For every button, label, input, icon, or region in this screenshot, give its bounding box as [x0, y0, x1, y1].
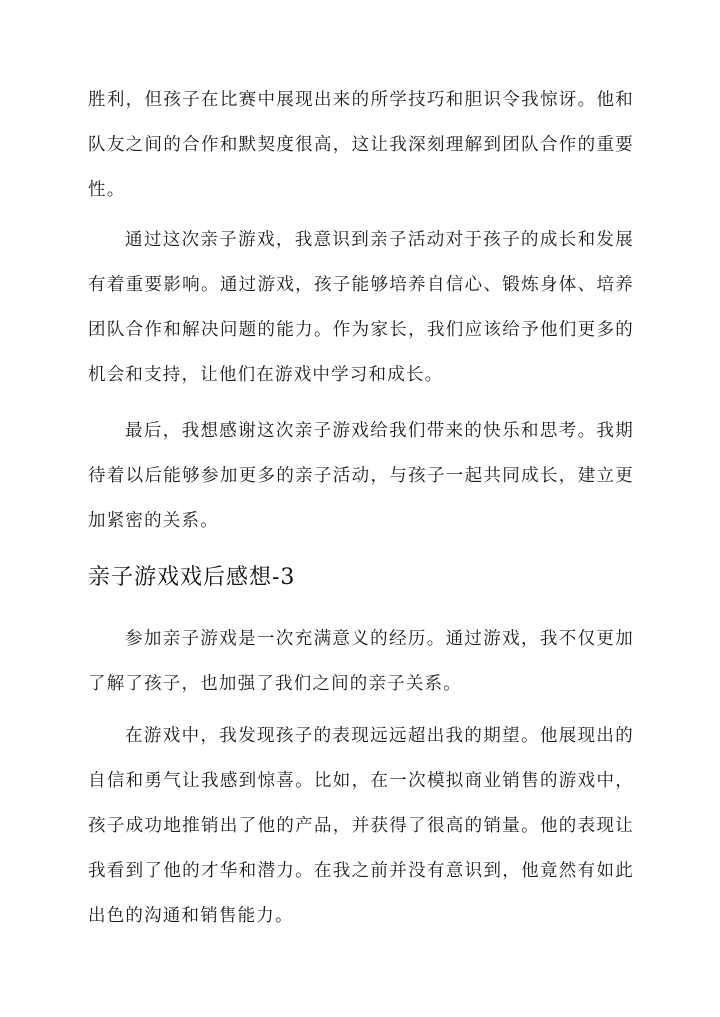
paragraph-continuation: 胜利，但孩子在比赛中展现出来的所学技巧和胆识令我惊讶。他和队友之间的合作和默契度很高，这让我深刻理解到团队合作的重要性。	[88, 90, 634, 200]
paragraph-observation: 在游戏中，我发现孩子的表现远远超出我的期望。他展现出的自信和勇气让我感到惊喜。比如，在一次模拟商业销售的游戏中，孩子成功地推销出了他的产品，并获得了很高的销量。他的表现让我看到了他的才华和潜力。在我之前并没有意识到，他竟然有如此出色的沟通和销售能力。	[88, 726, 634, 926]
paragraph-reflection: 通过这次亲子游戏，我意识到亲子活动对于孩子的成长和发展有着重要影响。通过游戏，孩子能够培养自信心、锻炼身体、培养团队合作和解决问题的能力。作为家长，我们应该给予他们更多的机会和支持，让他们在游戏中学习和成长。	[88, 230, 634, 385]
paragraph-closing: 最后，我想感谢这次亲子游戏给我们带来的快乐和思考。我期待着以后能够参加更多的亲子活动，与孩子一起共同成长，建立更加紧密的关系。	[88, 421, 634, 531]
section-heading: 亲子游戏戏后感想-3	[88, 565, 296, 590]
paragraph-intro: 参加亲子游戏是一次充满意义的经历。通过游戏，我不仅更加了解了孩子，也加强了我们之间的亲子关系。	[88, 629, 634, 694]
